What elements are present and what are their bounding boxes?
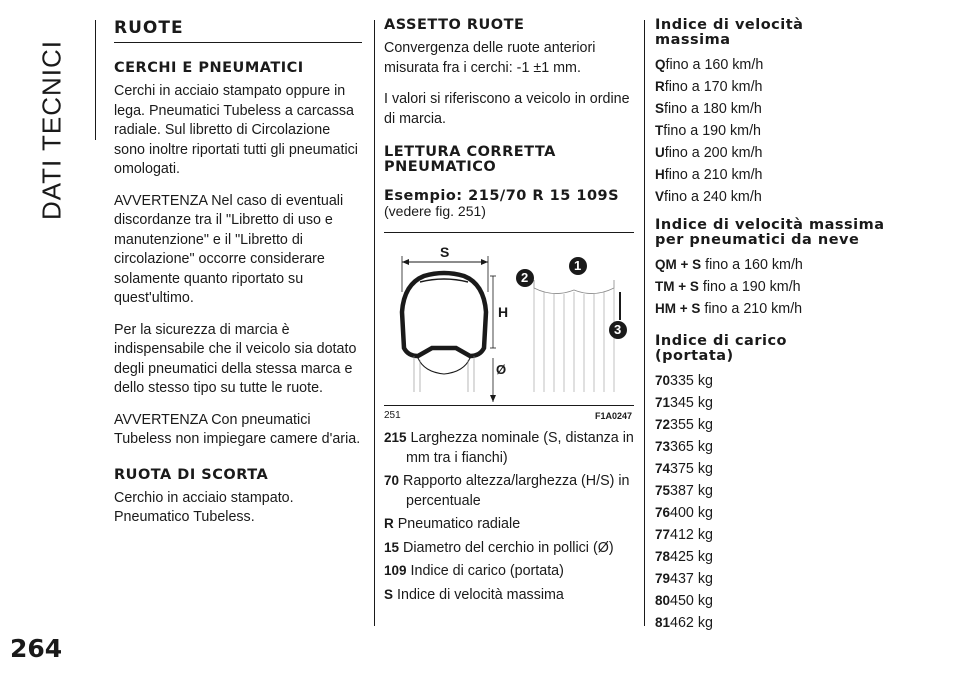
heading-lettura-pneumatico: LETTURA CORRETTA PNEUMATICO (384, 144, 556, 175)
index-code: TM + S (655, 279, 699, 294)
esempio-code: Esempio: 215/70 R 15 109S (384, 188, 620, 204)
label-s: S (440, 244, 450, 260)
paragraph-sicurezza: Per la sicurezza di marcia è indispensabile che il veicolo sia dotato degli pneumatici della stessa marca e dello stesso tipo su tutte le ruote. (114, 321, 357, 396)
callout-2: 2 (521, 270, 529, 285)
list-item (655, 480, 945, 502)
index-value: 400 kg (670, 505, 713, 521)
heading-assetto-ruote: ASSETTO RUOTE (384, 17, 525, 33)
list-item (655, 568, 945, 590)
index-value: 425 kg (670, 549, 713, 565)
list-item (655, 546, 945, 568)
index-value: 335 kg (670, 373, 713, 389)
list-item (655, 98, 945, 120)
index-code: 71 (655, 395, 671, 410)
legend-item (384, 514, 634, 535)
callout-1: 1 (574, 258, 582, 273)
index-code: 70 (655, 373, 671, 388)
list-item (655, 186, 945, 208)
paragraph-convergenza: Convergenza delle ruote anteriori misurata fra i cerchi: -1 ±1 mm. (384, 40, 596, 76)
index-code: R (655, 79, 665, 94)
index-value: fino a 160 km/h (665, 57, 764, 73)
column-indici (655, 18, 945, 644)
list-item (655, 458, 945, 480)
paragraph-avvertenza-libretto: AVVERTENZA Nel caso di eventuali discordanze tra il "Libretto di uso e manutenzione" e il "Libretto di circolazione" occorre considerare solamente quanto riportato su quest'ultimo. (114, 192, 344, 306)
legend-item (384, 471, 634, 511)
column-divider-right (644, 20, 645, 626)
paragraph-avvertenza-tubeless: AVVERTENZA Con pneumatici Tubeless non impiegare camere d'aria. (114, 411, 361, 447)
list-item (655, 524, 945, 546)
legend-text: Diametro del cerchio in pollici (Ø) (403, 539, 614, 556)
index-code: 81 (655, 615, 671, 630)
paragraph-cerchi: Cerchi in acciaio stampato oppure in lega. Pneumatici Tubeless a carcassa radiale. Sul libretto di Circolazione sono inoltre riportati tutti gli pneumatici omologati. (114, 83, 358, 177)
index-code: T (655, 123, 664, 138)
legend-code: S (384, 586, 394, 602)
list-item (655, 414, 945, 436)
legend-item (384, 428, 634, 468)
list-item (655, 612, 945, 634)
column-ruote (114, 18, 362, 540)
figure-code: F1A0247 (594, 411, 632, 421)
legend-code: R (384, 516, 394, 531)
tyre-legend (384, 428, 634, 605)
section-side-title: DATI TECNICI (36, 39, 67, 221)
legend-text: Pneumatico radiale (397, 516, 521, 532)
index-code: HM + S (655, 301, 701, 316)
index-code: 76 (655, 505, 671, 520)
heading-esempio (384, 189, 634, 220)
index-value: fino a 180 km/h (664, 101, 762, 117)
index-value: fino a 190 km/h (702, 279, 801, 295)
heading-ruota-scorta: RUOTA DI SCORTA (114, 466, 269, 483)
legend-code: 15 (384, 539, 400, 555)
paragraph-valori: I valori si riferiscono a veicolo in ordine di marcia. (384, 91, 630, 127)
snow-speed-index-list (655, 254, 945, 320)
index-code: 79 (655, 571, 671, 586)
list-item (655, 436, 945, 458)
legend-code: 70 (384, 473, 400, 488)
column-divider-left (374, 20, 375, 626)
tyre-section-drawing (384, 232, 634, 422)
figure-number: 251 (384, 410, 401, 421)
index-value: fino a 190 km/h (663, 123, 762, 139)
list-item (655, 276, 945, 298)
heading-ruote: RUOTE (114, 18, 362, 43)
list-item (655, 142, 945, 164)
speed-index-list (655, 54, 945, 208)
index-value: 450 kg (670, 593, 713, 609)
list-item (655, 590, 945, 612)
index-value: fino a 210 km/h (664, 167, 763, 183)
index-code: S (655, 101, 665, 116)
index-value: fino a 210 km/h (704, 301, 803, 317)
list-item (655, 254, 945, 276)
column-assetto (384, 18, 634, 608)
list-item (655, 298, 945, 320)
index-value: 375 kg (670, 461, 713, 477)
load-index-list (655, 370, 945, 634)
index-value: 462 kg (670, 615, 713, 631)
index-code: U (655, 145, 665, 160)
index-code: 78 (655, 549, 671, 564)
legend-item (384, 585, 634, 606)
legend-code: 109 (384, 563, 407, 578)
index-code: 73 (655, 439, 671, 454)
index-value: 437 kg (670, 571, 713, 587)
heading-cerchi-pneumatici: CERCHI E PNEUMATICI (114, 60, 304, 76)
index-value: 345 kg (670, 395, 713, 411)
heading-indice-neve: Indice di velocità massima per pneumatici da neve (655, 217, 885, 248)
index-value: 412 kg (670, 527, 713, 543)
legend-text: Larghezza nominale (S, distanza in mm tra i fianchi) (406, 430, 634, 466)
heading-indice-velocita: Indice di velocità massima (655, 17, 804, 48)
index-code: 80 (655, 593, 671, 608)
index-code: 72 (655, 417, 671, 432)
figure-bottom-rule (384, 405, 634, 406)
index-value: 387 kg (670, 483, 713, 499)
paragraph-scorta: Cerchio in acciaio stampato. Pneumatico Tubeless. (114, 489, 294, 525)
heading-indice-carico: Indice di carico (portata) (655, 333, 788, 364)
index-value: fino a 160 km/h (705, 257, 803, 273)
side-rule (95, 20, 96, 140)
label-h: H (498, 304, 509, 320)
list-item (655, 54, 945, 76)
index-code: H (655, 167, 665, 182)
index-code: Q (655, 57, 666, 72)
legend-text: Rapporto altezza/larghezza (H/S) in percentuale (403, 473, 630, 509)
index-code: 74 (655, 461, 671, 476)
legend-item (384, 538, 634, 559)
legend-item (384, 561, 634, 582)
list-item (655, 164, 945, 186)
index-value: fino a 170 km/h (664, 79, 763, 95)
page-number: 264 (10, 634, 63, 663)
list-item (655, 120, 945, 142)
list-item (655, 370, 945, 392)
legend-text: Indice di carico (portata) (410, 563, 564, 579)
label-diameter: Ø (496, 362, 507, 377)
index-value: fino a 200 km/h (664, 145, 763, 161)
list-item (655, 76, 945, 98)
index-value: 365 kg (670, 439, 713, 455)
index-value: 355 kg (670, 417, 713, 433)
index-code: 77 (655, 527, 671, 542)
legend-text: Indice di velocità massima (397, 586, 564, 603)
legend-code: 215 (384, 430, 407, 445)
tyre-figure (384, 232, 634, 422)
index-code: QM + S (655, 257, 702, 272)
esempio-figure-ref: (vedere fig. 251) (384, 203, 486, 219)
list-item (655, 502, 945, 524)
index-code: V (655, 189, 665, 204)
index-code: 75 (655, 483, 671, 498)
index-value: fino a 240 km/h (664, 189, 762, 205)
callout-3: 3 (614, 322, 622, 337)
list-item (655, 392, 945, 414)
